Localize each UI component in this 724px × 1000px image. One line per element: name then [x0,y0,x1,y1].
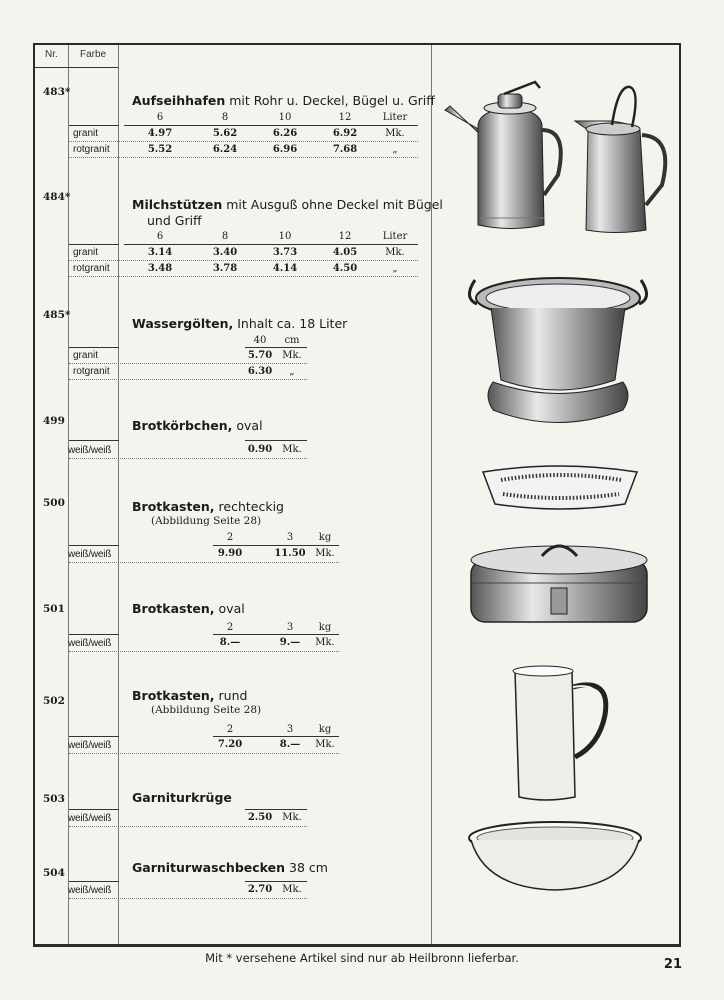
strainer-pot-icon [440,80,570,240]
price-cell: 2.70 [247,884,273,895]
table-rule [213,634,339,635]
size-header: 3 [286,622,294,633]
item-number: 501 [43,603,65,615]
size-header: 3 [286,724,294,735]
size-header: 12 [338,231,352,242]
header-farbe: Farbe [80,49,107,60]
item-number: 485* [43,309,71,321]
row-divider [69,562,339,563]
item-number: 483* [43,86,71,98]
item-name: Garniturwaschbecken [132,860,286,875]
table-rule [213,736,339,737]
size-header: 3 [286,532,294,543]
currency-cell: Mk. [282,350,302,361]
catalog-table [33,43,681,947]
table-rule [69,634,119,635]
currency-cell: Mk. [282,884,302,895]
price-cell: 5.62 [212,128,238,139]
price-cell: 5.70 [247,350,273,361]
table-rule [69,440,119,441]
pitcher-icon [507,665,617,805]
item-description: rund [218,688,248,703]
size-header: 2 [226,622,234,633]
price-cell: 9.— [279,637,301,648]
item-name: Aufseihhafen [132,93,226,108]
price-cell: 8.— [219,637,241,648]
item-name: Garniturkrüge [132,790,232,805]
size-header: 10 [278,112,292,123]
item-description: rechteckig [218,499,284,514]
item-description: 38 cm [289,860,328,875]
price-cell: 6.92 [332,128,358,139]
table-rule [69,881,119,882]
water-tub-icon [463,270,653,440]
row-divider [69,458,307,459]
size-header: 8 [221,112,229,123]
price-cell: 6.24 [212,144,238,155]
row-divider [69,753,339,754]
size-header: 40 [253,335,267,346]
size-header: 2 [226,724,234,735]
page-number: 21 [663,957,682,972]
size-header: 10 [278,231,292,242]
currency-cell: Mk. [315,637,335,648]
currency-cell: „ [392,144,398,155]
row-label: weiß/weiß [68,885,112,896]
currency-cell: Mk. [315,548,335,559]
unit-header: cm [284,335,300,346]
price-cell: 0.90 [247,444,273,455]
table-rule [69,347,119,348]
price-cell: 7.20 [217,739,243,750]
milk-jug-icon [570,85,680,240]
item-name: Brotkasten, [132,601,215,616]
price-cell: 7.68 [332,144,358,155]
price-cell: 4.05 [332,247,358,258]
item-title [132,790,232,805]
row-label: granit [73,247,99,258]
price-cell: 3.40 [212,247,238,258]
row-divider [69,379,307,380]
item-description: oval [218,601,245,616]
row-divider [69,276,418,277]
price-cell: 4.14 [272,263,298,274]
bread-box-icon [467,538,652,628]
currency-cell: „ [289,366,295,377]
footer-note: Mit * versehene Artikel sind nur ab Heilbronn lieferbar. [205,951,519,965]
price-cell: 3.14 [147,247,173,258]
table-rule [245,809,307,810]
price-cell: 4.97 [147,128,173,139]
row-label: rotgranit [73,263,110,274]
item-title [132,418,263,433]
row-label: granit [73,128,99,139]
currency-cell: Mk. [385,128,405,139]
price-cell: 8.— [279,739,301,750]
size-header: 6 [156,231,164,242]
price-cell: 4.50 [332,263,358,274]
table-rule [124,244,418,245]
price-cell: 3.48 [147,263,173,274]
item-title [132,860,328,875]
bread-basket-icon [475,460,645,515]
price-cell: 3.73 [272,247,298,258]
price-cell: 5.52 [147,144,173,155]
table-rule [69,736,119,737]
header-rule [35,67,68,68]
item-title [132,601,245,616]
row-label: weiß/weiß [68,638,112,649]
table-rule [245,440,307,441]
size-header: 8 [221,231,229,242]
item-number: 504 [43,867,65,879]
table-rule [69,809,119,810]
item-title [132,499,284,514]
item-note: (Abbildung Seite 28) [151,515,262,527]
price-cell: 6.26 [272,128,298,139]
item-name: Brotkörbchen, [132,418,233,433]
row-divider [69,651,339,652]
price-cell: 9.90 [217,548,243,559]
price-cell: 3.78 [212,263,238,274]
row-divider [69,363,307,364]
size-header: 2 [226,532,234,543]
row-label: rotgranit [73,144,110,155]
item-name: Milchstützen [132,197,223,212]
row-divider [69,157,418,158]
header-rule [68,67,118,68]
row-divider [69,260,418,261]
table-rule [124,125,418,126]
price-cell: 2.50 [247,812,273,823]
price-cell: 11.50 [274,548,306,559]
item-description: Inhalt ca. 18 Liter [237,316,348,331]
row-label: weiß/weiß [68,549,112,560]
item-description: mit Ausguß ohne Deckel mit Bügel [226,197,443,212]
currency-cell: Mk. [315,739,335,750]
item-description: mit Rohr u. Deckel, Bügel u. Griff [229,93,435,108]
item-number: 484* [43,191,71,203]
unit-header: kg [318,622,332,633]
currency-cell: „ [392,263,398,274]
row-label: granit [73,350,99,361]
row-label: weiß/weiß [68,445,112,456]
row-divider [69,898,307,899]
item-number: 500 [43,497,65,509]
table-rule [69,125,119,126]
price-cell: 6.30 [247,366,273,377]
row-divider [69,141,418,142]
price-cell: 6.96 [272,144,298,155]
item-number: 503 [43,793,65,805]
row-divider [69,826,307,827]
size-header: 6 [156,112,164,123]
item-description-line2: und Griff [147,213,202,228]
unit-header: Liter [382,112,408,123]
unit-header: Liter [382,231,408,242]
item-name: Brotkasten, [132,688,215,703]
item-note: (Abbildung Seite 28) [151,704,262,716]
currency-cell: Mk. [385,247,405,258]
unit-header: kg [318,532,332,543]
header-nr: Nr. [45,49,58,60]
column-divider [431,45,432,944]
item-name: Brotkasten, [132,499,215,514]
table-rule [69,244,119,245]
table-rule [69,545,119,546]
row-label: weiß/weiß [68,813,112,824]
item-name: Wassergölten, [132,316,234,331]
table-rule [245,347,307,348]
row-label: rotgranit [73,366,110,377]
table-rule [213,545,339,546]
item-title [132,316,347,331]
wash-basin-icon [465,818,645,898]
currency-cell: Mk. [282,444,302,455]
item-number: 499 [43,415,65,427]
currency-cell: Mk. [282,812,302,823]
size-header: 12 [338,112,352,123]
item-title [132,93,435,108]
item-title [132,197,443,212]
item-number: 502 [43,695,65,707]
table-rule [245,881,307,882]
row-label: weiß/weiß [68,740,112,751]
unit-header: kg [318,724,332,735]
item-title [132,688,247,703]
item-description: oval [236,418,263,433]
